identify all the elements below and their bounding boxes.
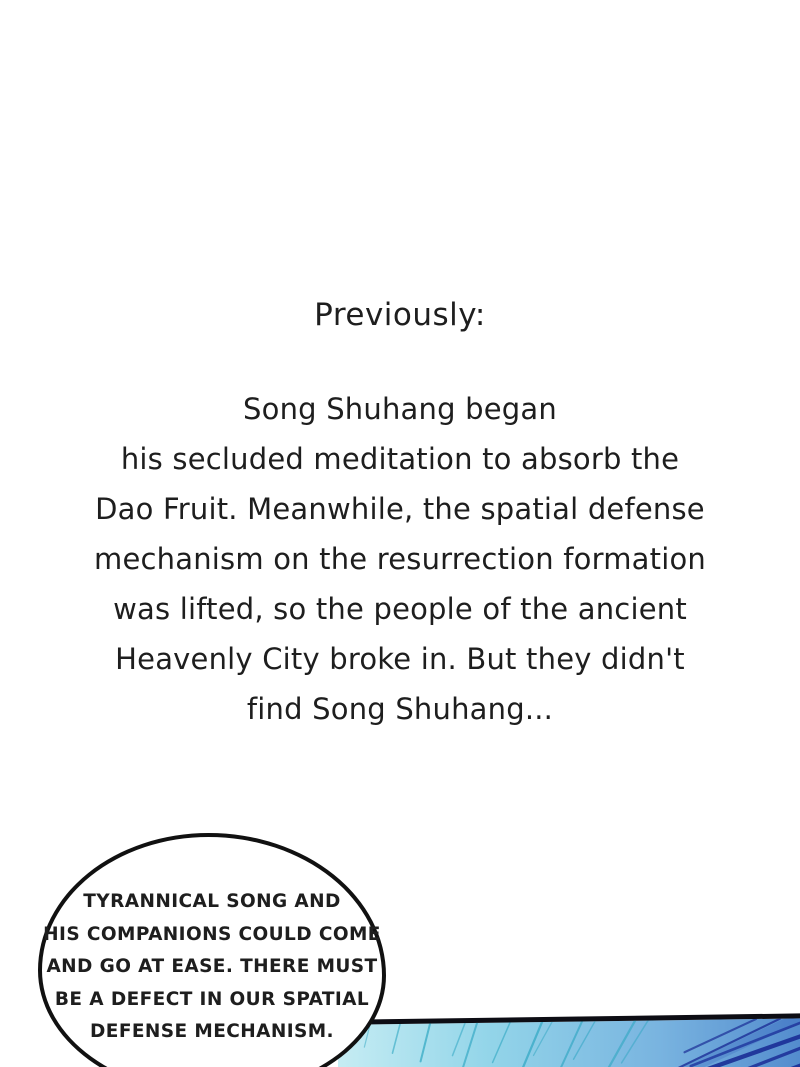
recap-line: was lifted, so the people of the ancient (113, 592, 687, 626)
action-panel (338, 1008, 800, 1067)
speech-bubble-line: DEFENSE MECHANISM. (90, 1021, 334, 1042)
recap-line: find Song Shuhang... (246, 692, 554, 726)
speech-bubble-line: HIS COMPANIONS COULD COME (43, 923, 381, 945)
action-panel-background (338, 1013, 800, 1067)
recap-line: Song Shuhang began (243, 392, 557, 426)
speech-bubble-text (42, 886, 382, 1049)
recap-line: his secluded meditation to absorb the (120, 442, 680, 476)
recap-text (0, 384, 800, 734)
speech-bubble-line: BE A DEFECT IN OUR SPATIAL (54, 988, 370, 1010)
speech-bubble (38, 833, 386, 1067)
speech-bubble-line: TYRANNICAL SONG AND (83, 891, 341, 912)
recap-title: Previously: (314, 297, 486, 333)
recap-line: Heavenly City broke in. But they didn't (115, 642, 685, 676)
speed-lines-art (338, 1018, 800, 1067)
speech-bubble-line: AND GO AT EASE. THERE MUST (46, 956, 378, 977)
recap-line: Dao Fruit. Meanwhile, the spatial defense (95, 492, 705, 526)
recap-line: mechanism on the resurrection formation (94, 542, 706, 576)
